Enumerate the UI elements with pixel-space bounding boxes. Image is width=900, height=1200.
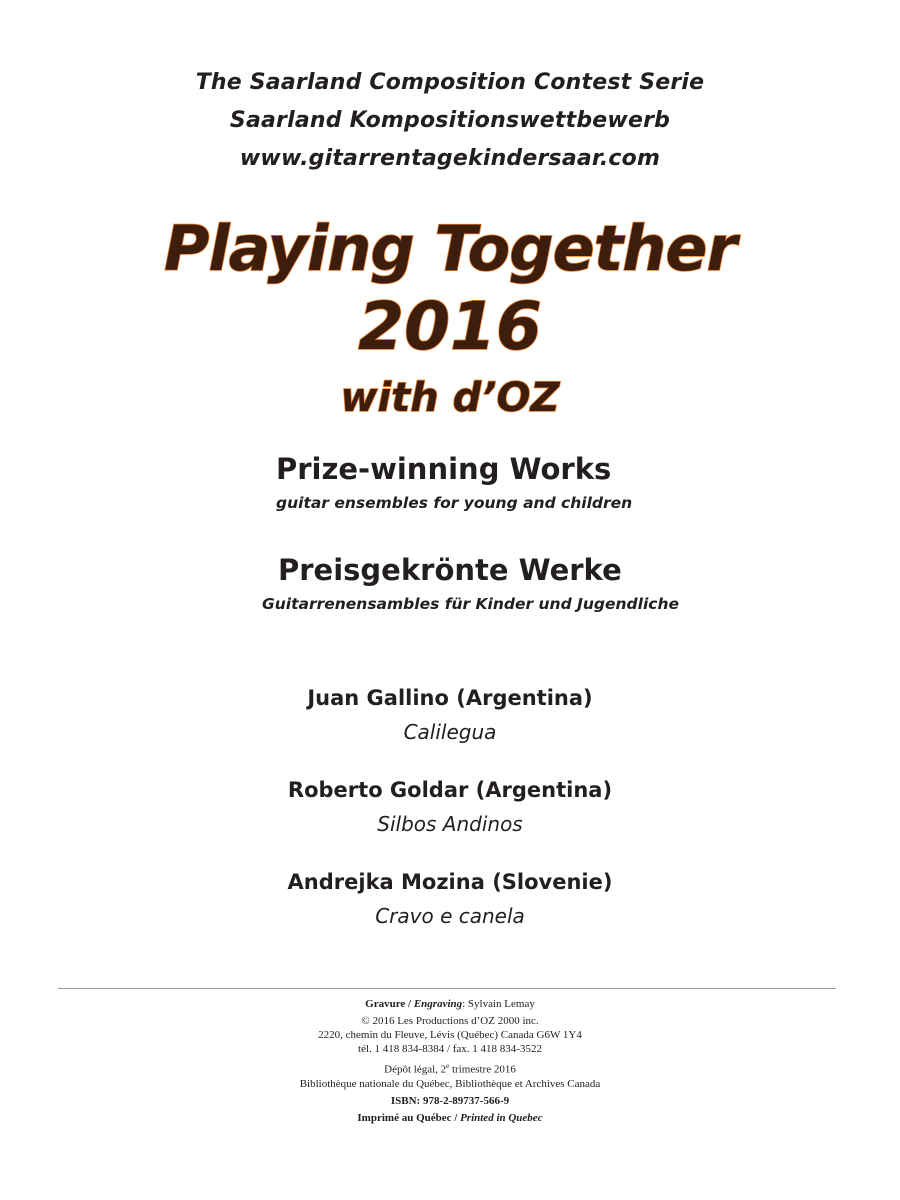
engraving-separator: / — [405, 998, 414, 1010]
title-subline: with d’OZ — [340, 375, 560, 421]
publisher-address: 2220, chemin du Fleuve, Lévis (Québec) Canada G6W 1Y4 — [318, 1029, 582, 1041]
printed-in-separator: / — [451, 1111, 461, 1124]
contest-german-line: Saarland Kompositionswettbewerb — [229, 108, 671, 133]
composer-2: Roberto Goldar (Argentina) — [287, 778, 613, 802]
legal-deposit-prefix: Dépôt légal, 2 — [384, 1063, 447, 1076]
legal-deposit-sup: e — [446, 1062, 450, 1070]
isbn: ISBN: 978-2-89737-566-9 — [390, 1094, 510, 1107]
printed-in-fr: Imprimé au Québec — [357, 1111, 452, 1124]
contest-series-line: The Saarland Composition Contest Serie — [195, 70, 705, 95]
title-year: 2016 — [358, 288, 542, 365]
engraving-label-en: Engraving — [413, 998, 463, 1010]
website-line: www.gitarrentagekindersaar.com — [239, 146, 661, 171]
work-title-3: Cravo e canela — [375, 904, 525, 928]
libraries: Bibliothèque nationale du Québec, Bibliothèque et Archives Canada — [299, 1077, 601, 1090]
imprint-block — [0, 997, 900, 1125]
work-title-1: Calilegua — [403, 720, 497, 744]
copyright: © 2016 Les Productions d’OZ 2000 inc. — [361, 1015, 539, 1027]
section-subtitle-english: guitar ensembles for young and children — [276, 494, 633, 512]
main-title: Playing Together — [163, 212, 737, 285]
engraving-credit — [0, 997, 900, 1011]
divider — [58, 988, 836, 989]
publisher-phone: tél. 1 418 834-8384 / fax. 1 418 834-3522 — [358, 1043, 542, 1055]
printed-in — [0, 1111, 900, 1125]
engraving-label-fr: Gravure — [365, 998, 406, 1010]
composer-1: Juan Gallino (Argentina) — [307, 686, 593, 710]
composer-3: Andrejka Mozina (Slovenie) — [287, 870, 613, 894]
work-title-2: Silbos Andinos — [377, 812, 523, 836]
legal-deposit — [0, 1059, 900, 1077]
section-title-english: Prize-winning Works — [276, 452, 612, 486]
section-title-german: Preisgekrönte Werke — [278, 553, 622, 587]
legal-deposit-suffix: trimestre 2016 — [449, 1063, 516, 1076]
printed-in-en: Printed in Quebec — [460, 1111, 543, 1124]
engraving-name: : Sylvain Lemay — [462, 998, 535, 1010]
section-subtitle-german: Guitarrenensambles für Kinder und Jugendliche — [262, 595, 679, 613]
